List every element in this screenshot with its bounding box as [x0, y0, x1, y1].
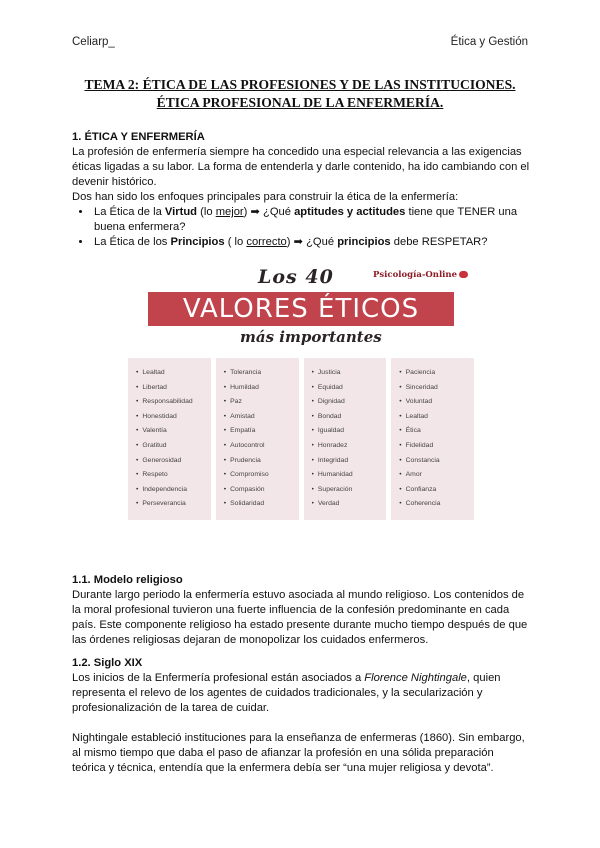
approach-list [72, 205, 530, 250]
value-item: • Libertad [136, 381, 205, 396]
value-item: • Empatía [224, 424, 293, 439]
section-1-paragraph-2: Dos han sido los enfoques principales para construir la ética de la enfermería: [72, 191, 459, 203]
approach-principles: • La Ética de los Principios ( lo correcto) ➡ ¿Qué principios debe RESPETAR? [92, 235, 530, 250]
title-line-1: TEMA 2: ÉTICA DE LAS PROFESIONES Y DE LAS INSTITUCIONES. [84, 77, 516, 92]
value-item: • Responsabilidad [136, 395, 205, 410]
infographic-brand: Psicología-Online [373, 270, 468, 280]
infographic-script-title: Los 40 [258, 266, 334, 288]
section-1-heading: 1. ÉTICA Y ENFERMERÍA [72, 131, 205, 143]
value-item: • Verdad [312, 497, 381, 512]
value-item: • Honradez [312, 439, 381, 454]
ethical-values-infographic [128, 262, 474, 520]
value-item: • Compromiso [224, 468, 293, 483]
section-1-2-heading: 1.2. Siglo XIX [72, 657, 143, 669]
value-item: • Prudencia [224, 454, 293, 469]
value-item: • Bondad [312, 410, 381, 425]
value-item: • Respeto [136, 468, 205, 483]
value-item: • Justicia [312, 366, 381, 381]
value-item: • Coherencia [399, 497, 468, 512]
section-1-1-heading: 1.1. Modelo religioso [72, 574, 183, 586]
value-item: • Igualdad [312, 424, 381, 439]
header-author: Celiarp_ [72, 36, 115, 48]
value-item: • Voluntad [399, 395, 468, 410]
value-item: • Lealtad [399, 410, 468, 425]
section-1-1-paragraph: Durante largo periodo la enfermería estuvo asociada al mundo religioso. Los contenidos de la moral profesional tuvieron una fuerte influencia de la confesión predominante en cada país. Este componente religioso ha estado presente durante mucho tiempo después de que las órdenes religiosas dejaran de monopolizar los cuidados enfermeros. [72, 589, 528, 646]
value-item: • Lealtad [136, 366, 205, 381]
values-columns [128, 358, 474, 520]
value-item: • Amor [399, 468, 468, 483]
value-item: • Amistad [224, 410, 293, 425]
value-item: • Valentía [136, 424, 205, 439]
value-item: • Fidelidad [399, 439, 468, 454]
value-item: • Compasión [224, 483, 293, 498]
value-item: • Gratitud [136, 439, 205, 454]
title-line-2: ÉTICA PROFESIONAL DE LA ENFERMERÍA. [156, 95, 444, 110]
value-item: • Ética [399, 424, 468, 439]
brain-logo-icon [459, 271, 468, 278]
values-column-4 [391, 358, 474, 520]
value-item: • Dignidad [312, 395, 381, 410]
section-1-paragraph-1: La profesión de enfermería siempre ha concedido una especial relevancia a las exigencias éticas ligadas a su labor. La forma de entenderla y darle contenido, ha ido cambiando con el devenir histórico. [72, 146, 530, 188]
page-title [60, 76, 540, 112]
value-item: • Autocontrol [224, 439, 293, 454]
value-item: • Independencia [136, 483, 205, 498]
infographic-banner: VALORES ÉTICOS [148, 292, 454, 326]
value-item: • Humanidad [312, 468, 381, 483]
value-item: • Confianza [399, 483, 468, 498]
value-item: • Tolerancia [224, 366, 293, 381]
value-item: • Generosidad [136, 454, 205, 469]
values-column-3 [304, 358, 387, 520]
values-column-1 [128, 358, 211, 520]
header-subject: Ética y Gestión [450, 36, 528, 48]
value-item: • Paz [224, 395, 293, 410]
value-item: • Superación [312, 483, 381, 498]
value-item: • Perseverancia [136, 497, 205, 512]
value-item: • Honestidad [136, 410, 205, 425]
approach-virtue: • La Ética de la Virtud (lo mejor) ➡ ¿Qué aptitudes y actitudes tiene que TENER una buena enfermera? [92, 205, 530, 235]
value-item: • Integridad [312, 454, 381, 469]
values-column-2 [216, 358, 299, 520]
value-item: • Constancia [399, 454, 468, 469]
value-item: • Sinceridad [399, 381, 468, 396]
value-item: • Equidad [312, 381, 381, 396]
section-1-2-paragraph-1: Los inicios de la Enfermería profesional están asociados a Florence Nightingale, quien representa el relevo de los agentes de cuidados tradicionales, y la secularización y profesionalización de la tarea de cuidar. [72, 672, 501, 714]
value-item: • Humildad [224, 381, 293, 396]
value-item: • Solidaridad [224, 497, 293, 512]
value-item: • Paciencia [399, 366, 468, 381]
infographic-subtitle: más importantes [240, 328, 382, 346]
section-1-2-paragraph-2: Nightingale estableció instituciones para la enseñanza de enfermeras (1860). Sin embargo, al mismo tiempo que daba el paso de afianzar la profesión en una sólida preparación teórica y técnica, entendía que la enfermera debía ser “una mujer religiosa y devota”. [72, 732, 525, 774]
